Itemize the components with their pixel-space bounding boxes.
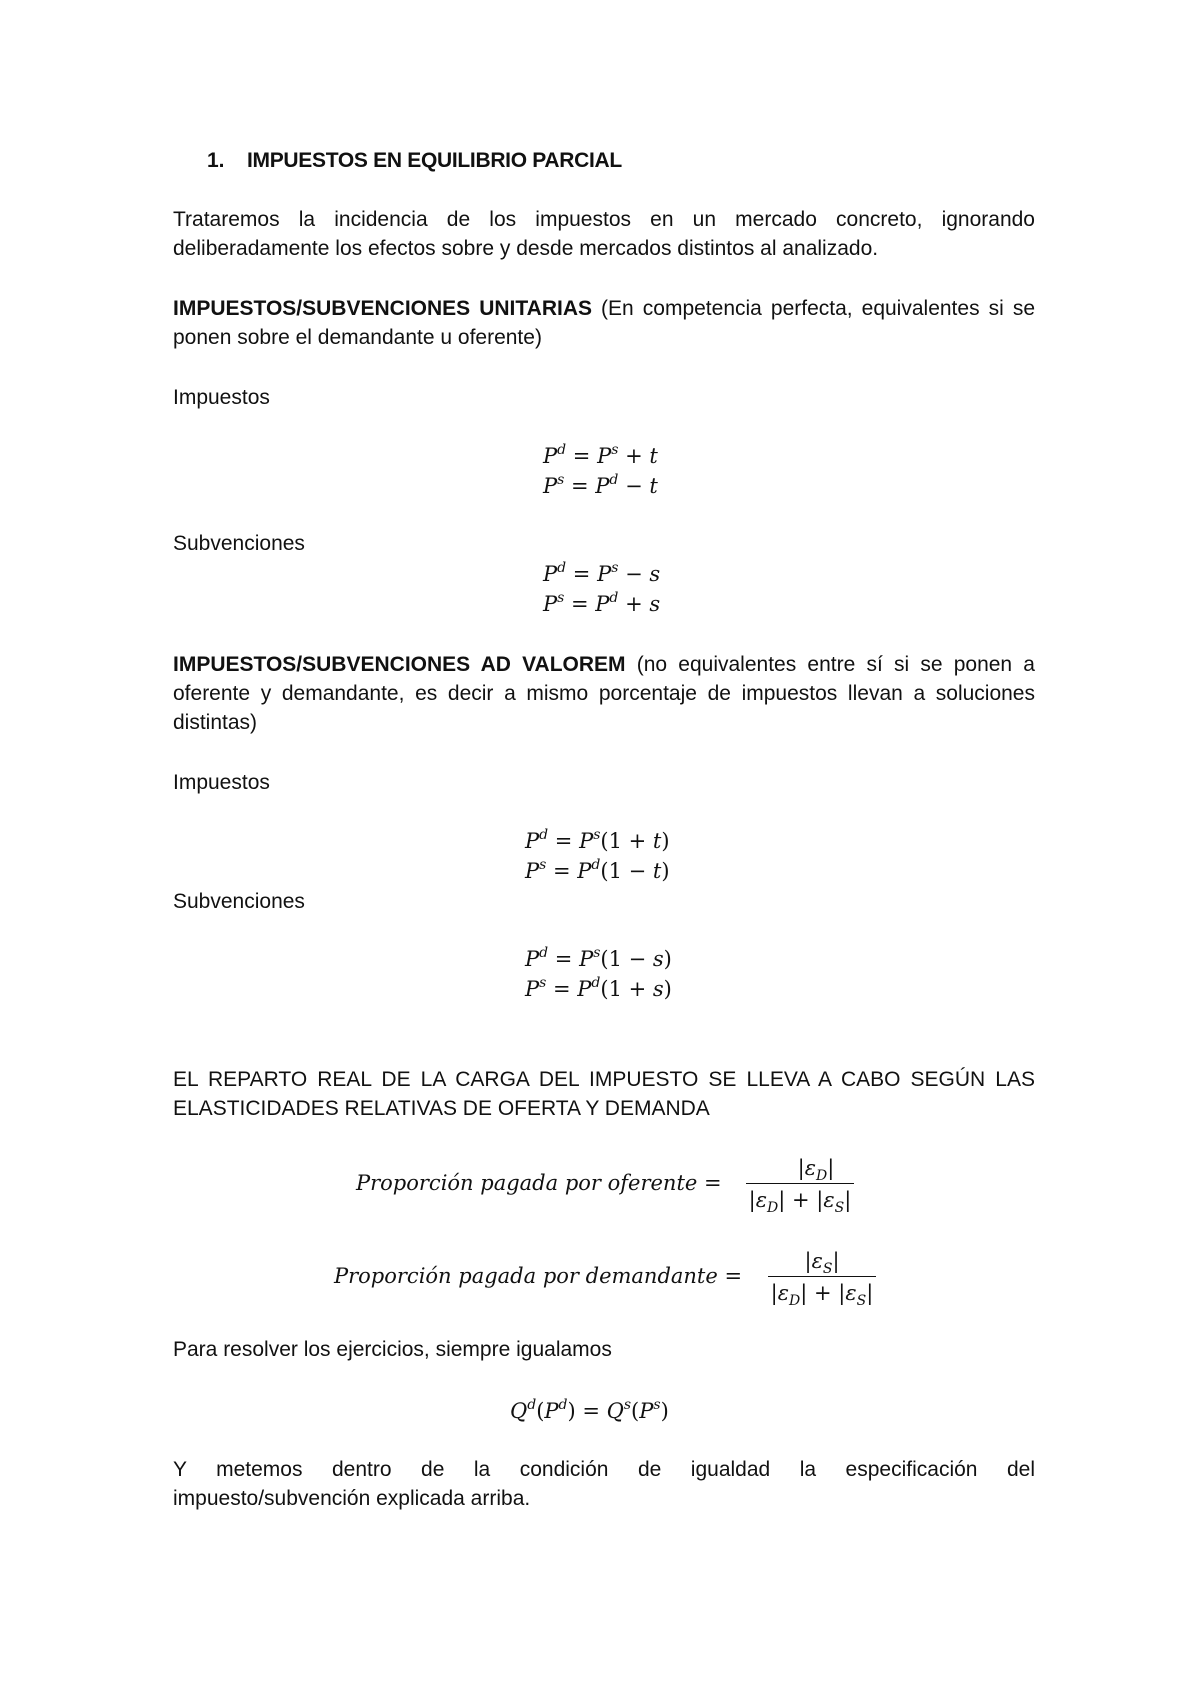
ad-valorem-subvenciones-label: Subvenciones	[173, 890, 305, 913]
unitarias-title: IMPUESTOS/SUBVENCIONES UNITARIAS	[173, 297, 592, 320]
ad-valorem-note-3: distintas)	[173, 711, 258, 734]
unitarias-subvenciones-eq-1: $P^d = P^s - s$	[543, 560, 661, 586]
unitarias-note-2: ponen sobre el demandante u oferente)	[173, 326, 542, 349]
ad-valorem-impuestos-eq-2: $P^s = P^d(1 - t)$	[525, 857, 670, 883]
demandante-fraction-bar	[768, 1276, 876, 1277]
unitarias-subvenciones-eq-2: $P^s = P^d + s$	[543, 590, 661, 616]
unitarias-impuestos-label: Impuestos	[173, 386, 270, 409]
ad-valorem-subvenciones-eq-1: $P^d = P^s(1 - s)$	[525, 945, 672, 971]
unitarias-line-1	[173, 294, 1035, 323]
equilibrium-equation: $Q^d(P^d) = Q^s(P^s)$	[510, 1397, 669, 1423]
ad-valorem-subvenciones-eq-2: $P^s = P^d(1 + s)$	[525, 975, 672, 1001]
demandante-denominator: $|\varepsilon_D| + |\varepsilon_S|$	[770, 1281, 874, 1309]
demandante-label: Proporción pagada por demandante =	[334, 1264, 743, 1288]
ad-valorem-note-2: oferente y demandante, es decir a mismo porcentaje de impuestos llevan a soluciones	[173, 682, 1035, 705]
closing-line-1: Y metemos dentro de la condición de igualdad la especificación del	[173, 1458, 1035, 1481]
ad-valorem-line-1	[173, 650, 1035, 679]
oferente-numerator: $|\varepsilon_D|$	[797, 1156, 835, 1184]
oferente-label: Proporción pagada por oferente =	[356, 1171, 722, 1195]
unitarias-impuestos-eq-1: $P^d = P^s + t$	[543, 442, 658, 468]
section-title: IMPUESTOS EN EQUILIBRIO PARCIAL	[247, 149, 622, 172]
unitarias-impuestos-eq-2: $P^s = P^d - t$	[543, 472, 658, 498]
reparto-line-1: EL REPARTO REAL DE LA CARGA DEL IMPUESTO SE LLEVA A CABO SEGÚN LAS	[173, 1068, 1035, 1091]
ad-valorem-impuestos-eq-1: $P^d = P^s(1 + t)$	[525, 827, 670, 853]
unitarias-subvenciones-label: Subvenciones	[173, 532, 305, 555]
closing-line-2: impuesto/subvención explicada arriba.	[173, 1487, 531, 1510]
intro-paragraph: Trataremos la incidencia de los impuestos en un mercado concreto, ignorando deliberadamente los efectos sobre y desde mercados distintos al analizado.	[173, 208, 1035, 260]
reparto-line-2: ELASTICIDADES RELATIVAS DE OFERTA Y DEMANDA	[173, 1097, 710, 1120]
ad-valorem-title: IMPUESTOS/SUBVENCIONES AD VALOREM	[173, 653, 626, 676]
unitarias-note-1: (En competencia perfecta, equivalentes si se	[592, 297, 1036, 320]
ad-valorem-impuestos-label: Impuestos	[173, 771, 270, 794]
demandante-numerator: $|\varepsilon_S|$	[804, 1249, 840, 1277]
ad-valorem-note-1: (no equivalentes entre sí si se ponen a	[625, 653, 1035, 676]
oferente-denominator: $|\varepsilon_D| + |\varepsilon_S|$	[748, 1188, 852, 1216]
oferente-fraction-bar	[746, 1183, 854, 1184]
resolver-text: Para resolver los ejercicios, siempre igualamos	[173, 1338, 612, 1361]
section-number: 1.	[207, 149, 225, 172]
